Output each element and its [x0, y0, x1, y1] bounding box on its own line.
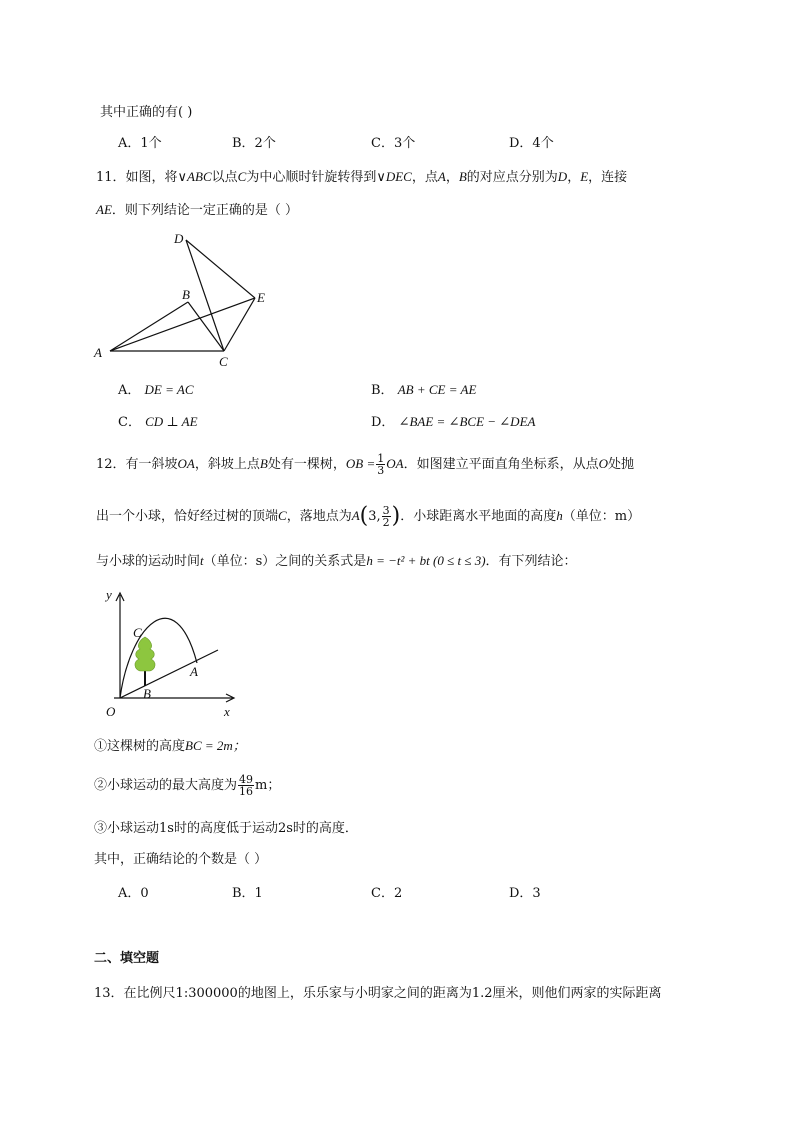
q11-option-d[interactable]: D． ∠BAE = ∠BCE − ∠DEA: [371, 414, 536, 430]
q12-label-x: x: [224, 704, 230, 719]
q12-label-y: y: [106, 587, 112, 602]
q10-option-a[interactable]: A．1个: [118, 136, 162, 151]
q10-option-d[interactable]: D．4个: [509, 136, 554, 151]
q11-stem-line2: AE．则下列结论一定正确的是（ ）: [96, 202, 299, 218]
q12-option-d[interactable]: D．3: [509, 886, 541, 901]
q12-statement-2: ②小球运动的最大高度为 $\frac{49}{16}$ m；: [94, 773, 281, 798]
q11-option-a[interactable]: A． DE = AC: [118, 382, 194, 398]
q12-stem-line2: 出一个小球，恰好经过树的顶端C，落地点为A(3, $\frac{3}{2}$ )．小球距离水平地面的高度h（单位：m）: [96, 503, 641, 529]
q11-option-b[interactable]: B． AB + CE = AE: [371, 382, 477, 398]
q12-option-a[interactable]: A．0: [118, 886, 149, 901]
q10-option-b[interactable]: B．2个: [232, 136, 276, 151]
q12-figure: [100, 585, 250, 720]
q12-label-c: C: [133, 625, 142, 640]
q12-label-a: A: [190, 664, 198, 679]
q12-stem-line1: 12．有一斜坡OA，斜坡上点B处有一棵树，OB = $\frac{1}{3}$ OA．如图建立平面直角坐标系，从点O处抛: [96, 452, 634, 477]
q12-statement-3: ③小球运动1s时的高度低于运动2s时的高度．: [94, 821, 358, 836]
q12-frac-three-halves: $\frac{3}{2}$: [382, 504, 390, 529]
section-title-fill-in: 二、填空题: [94, 951, 160, 966]
q11-label-d: D: [174, 231, 184, 246]
q12-label-o: O: [106, 704, 116, 719]
q12-stem-line3: 与小球的运动时间t（单位：s）之间的关系式是h = −t² + bt (0 ≤ t ≤ 3)．有下列结论：: [96, 553, 577, 569]
q12-option-b[interactable]: B．1: [232, 886, 263, 901]
q13-stem: 13．在比例尺1:300000的地图上，乐乐家与小明家之间的距离为1.2厘米，则他们两家的实际距离: [94, 986, 662, 1001]
q12-question: 其中，正确结论的个数是（ ）: [94, 852, 268, 867]
q11-figure: [90, 228, 280, 373]
q11-label-e: E: [257, 290, 265, 305]
q11-label-b: B: [182, 287, 190, 302]
tree-icon: [135, 637, 155, 671]
q11-label-c: C: [219, 354, 228, 369]
q11-option-c[interactable]: C． CD ⊥ AE: [118, 414, 198, 430]
q11-stem-line1: 11．如图，将∨ABC以点C为中心顺时针旋转得到∨DEC，点A，B的对应点分别为D，E，连接: [96, 169, 628, 185]
q12-frac-one-third: $\frac{1}{3}$: [377, 452, 385, 477]
q12-label-b: B: [143, 686, 151, 701]
q12-statement-1: ①这棵树的高度BC = 2m；: [94, 738, 246, 754]
q10-option-c[interactable]: C．3个: [371, 136, 416, 151]
q11-label-a: A: [94, 345, 102, 360]
q12-option-c[interactable]: C．2: [371, 886, 403, 901]
q12-frac-49-16: $\frac{49}{16}$: [239, 773, 254, 798]
q10-tail: 其中正确的有( ): [100, 105, 193, 120]
